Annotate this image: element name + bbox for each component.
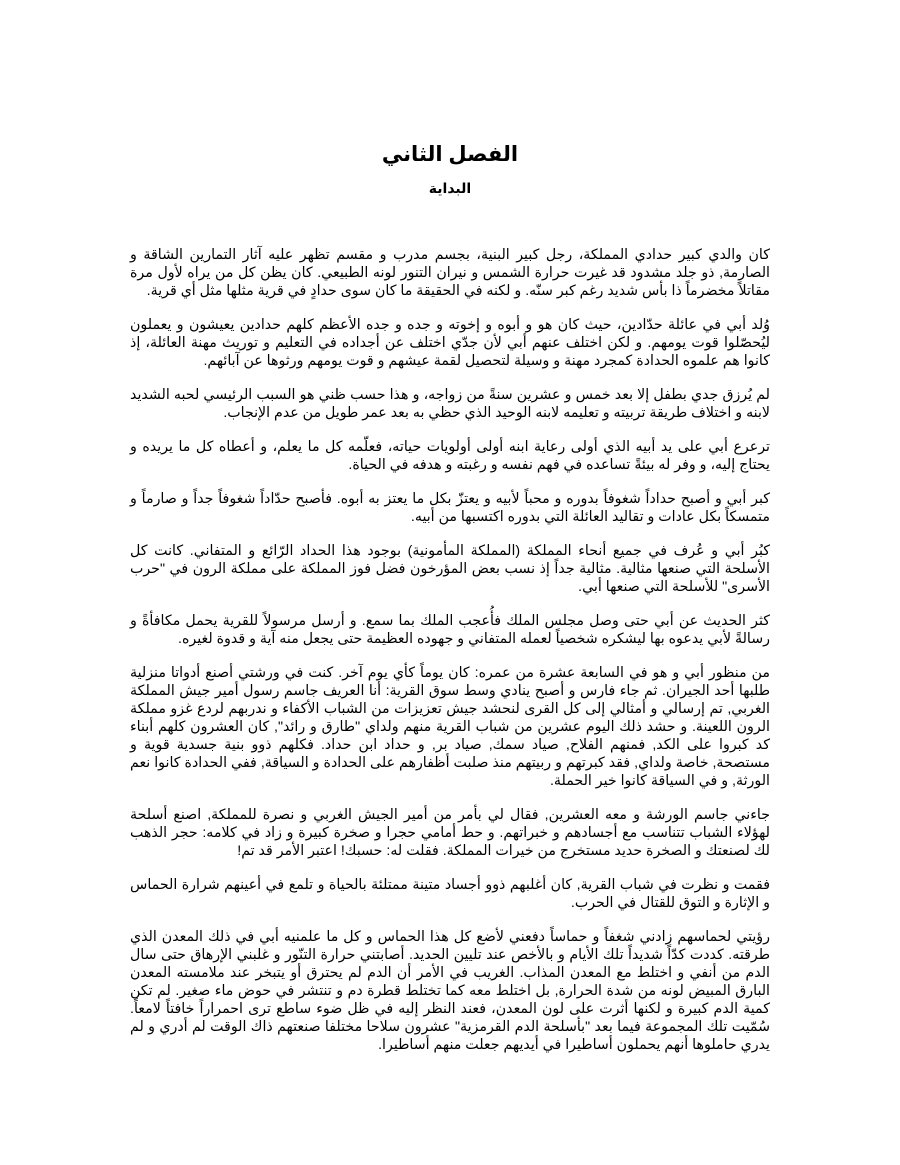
paragraph: لم يُرزق جدي بطفل إلا بعد خمس و عشرين سنةً من زواجه، و هذا حسب ظني هو السبب الرئيسي لحبه الشديد لابنه و اختلاف طريقة تربيته و تعليمه لابنه الوحيد الذي حظي به بعد عمر طويل من عدم الإنجاب. <box>130 387 770 421</box>
paragraph: كثر الحديث عن أبي حتى وصل مجلس الملك فأُعجب الملك بما سمع. و أرسل مرسولاً للقرية يحمل مكافأةً و رسالةً لأبي يدعوه بها ليشكره شخصياً لعمله المتفاني و جهوده العظيمة حتى يجعل منه آية و قدوة لغيره. <box>130 613 770 647</box>
paragraph: كبُر أبي و عُرف في جميع أنحاء المملكة (المملكة المأمونية) بوجود هذا الحداد الرّائع و المتفاني. كانت كل الأسلحة التي صنعها مثالية. مثالية جداً إذ نسب بعض المؤرخون فضل فوز المملكة على مملكة الرون في "حرب الأسرى" للأسلحة التي صنعها أبي. <box>130 543 770 595</box>
paragraph: كبر أبي و أصبح حداداً شغوفاً بدوره و محباً لأبيه و يعتزّ بكل ما يعتز به أبوه. فأصبح حدّاداً شغوفاً جداً و صارماً و متمسكاً بكل عادات و تقاليد العائلة التي بدوره اكتسبها من أبيه. <box>130 491 770 525</box>
paragraph: ترعرع أبي على يد أبيه الذي أولى رعاية ابنه أولى أولويات حياته، فعلّمه كل ما يعلم، و أعطاه كل ما يريده و يحتاج إليه، و وفر له بيئةً تساعده في فهم نفسه و رغبته و هدفه في الحياة. <box>130 439 770 473</box>
paragraph: جاءني جاسم الورشة و معه العشرين, فقال لي بأمر من أمير الجيش الغربي و نصرة للمملكة, اصنع أسلحة لهؤلاء الشباب تتناسب مع أجسادهم و خبراتهم. و حط أمامي حجرا و صخرة كبيرة و زاد في كلامه: حجر الذهب لك لصنعتك و الصخرة حديد مستخرج من خيرات المملكة. فقلت له: حسبك! اعتبر الأمر قد تم! <box>130 807 770 859</box>
paragraph: من منظور أبي و هو في السابعة عشرة من عمره: كان يوماً كأي يوم آخر. كنت في ورشتي أصنع أدواتا منزلية طلبها أحد الجيران. ثم جاء فارس و أصبح ينادي وسط سوق القرية: أنا العريف جاسم رسول أمير جيش المملكة الغربي, تم إرسالي و أمثالي إلى كل القرى لنحشد جيش تعزيزات من الشباب الأكفاء و ندربهم لردع غزو مملكة الرون اللعينة. و حشد ذلك اليوم عشرين من شباب القرية منهم ولداي "طارق و رائد", كان العشرون كلهم أبناء كد كبروا على الكد, فمنهم الفلاح, صياد سمك, صياد بر, و حداد ابن حداد. فكلهم ذوو بنية جسدية قوية و مستصحة, خاصة ولداي, فقد كبرتهم و ربيتهم منذ صلبت أظفارهم على الحدادة و السياقة, ففي الحدادة كانوا نعم الورثة, و في السياقة كانوا خير الحملة. <box>130 665 770 789</box>
chapter-subtitle: البداية <box>428 180 472 196</box>
chapter-title: الفصل الثاني <box>381 143 519 166</box>
paragraph: فقمت و نظرت في شباب القرية, كان أغلبهم ذوو أجساد متينة ممتلئة بالحياة و تلمع في أعينهم شرارة الحماس و الإثارة و التوق للقتال في الحرب. <box>130 877 770 911</box>
paragraph: وُلد أبي في عائلة حدّادين، حيث كان هو و أبوه و إخوته و جده و جده الأعظم كلهم حدادين يعيشون و يعملون ليُحصّلوا قوت يومهم. و لكن اختلف عنهم أبي لأن جدّي اختلف عن أجداده في التعليم و توريث مهنة العائلة، إذ كانوا هم علموه الحدادة كمجرد مهنة و وسيلة لتحصيل لقمة عيشهم و قوت يومهم ورثوها عن آبائهم. <box>130 317 770 369</box>
document-body <box>130 246 770 1070</box>
paragraph: رؤيتي لحماسهم زادني شغفاً و حماساً دفعني لأضع كل هذا الحماس و كل ما علمنيه أبي في ذلك المعدن الذي طرقته. كددت كدّاً شديداً تلك الأيام و بالأخص عند تليين الحديد. أصابتني حرارة التنّور و غلبني الإرهاق حتى سال الدم من أنفي و اختلط مع المعدن المذاب. الغريب في الأمر أن الدم لم يحترق أو يتبخر عند ملامسته المعدن البارق المبيض لونه من شدة الحرارة, بل اختلط معه كما تختلط قطرة دم و تنتشر في حوض ماء صغير. لم تكن كمية الدم كبيرة و لكنها أثرت على لون المعدن، فعند النظر إليه في ظل ضوء ساطع ترى احمراراً خافتاً لامعاً. سُمّيت تلك المجموعة فيما بعد "بأسلحة الدم القرمزية" عشرون سلاحا مختلفا صنعتهم ذاك الوقت لم أدري و لم يدري حاملوها أنهم يحملون أساطيرا في أيديهم جعلت منهم أساطيرا. <box>130 929 770 1053</box>
paragraph: كان والدي كبير حدادي المملكة، رجل كبير البنية، بجسم مدرب و مقسم تظهر عليه آثار التمارين الشاقة و الصارمة, ذو جلد مشدود قد غيرت حرارة الشمس و نيران التنور لونه الطبيعي. كان يظن كل من يراه لأول مرة مقاتلاً مخضرماً ذا بأس شديد رغم كبر سنّه. و لكنه في الحقيقة ما كان سوى حدادٍ في قرية مثلها مثل أي قرية. <box>130 247 770 299</box>
